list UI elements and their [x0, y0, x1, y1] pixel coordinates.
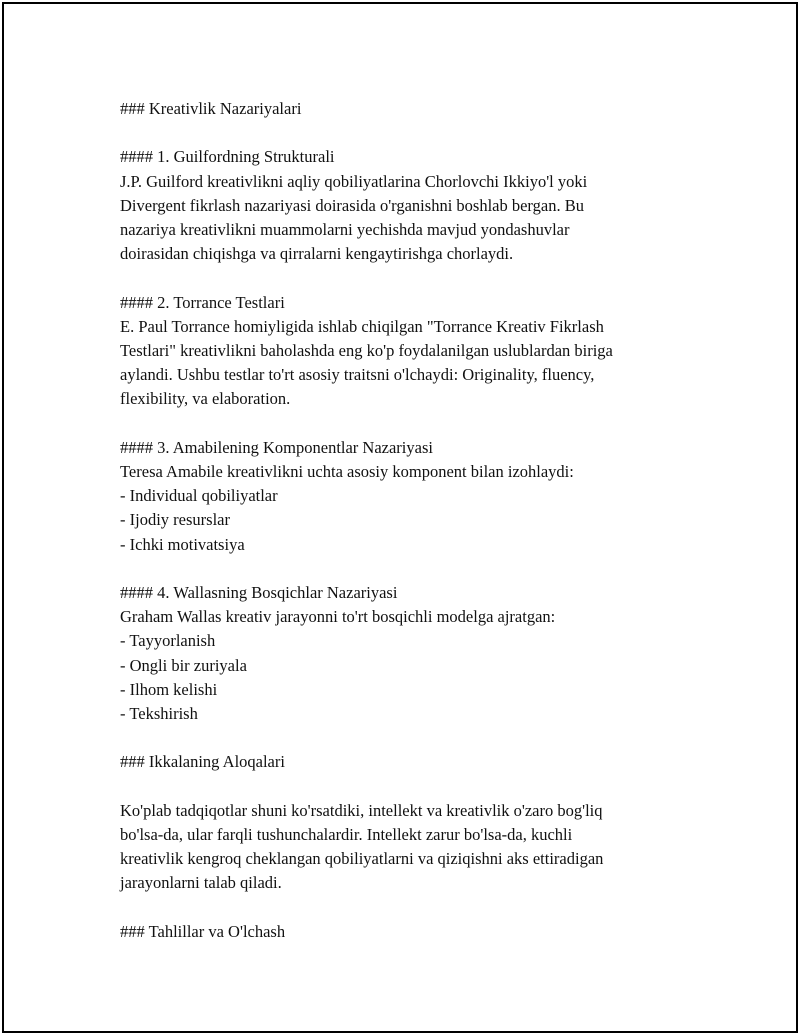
section-2-line-2: Testlari" kreativlikni baholashda eng ko'p foydalanilgan uslublardan biriga: [120, 341, 613, 360]
relations-line-3: kreativlik kengroq cheklangan qobiliyatlarni va qiziqishni aks ettiradigan: [120, 849, 604, 869]
blank-line: [120, 121, 700, 145]
section-heading-1: #### 1. Guilfordning Strukturali: [120, 147, 335, 167]
list-item: - Tayyorlanish: [120, 631, 216, 651]
section-1-line-1: J.P. Guilford kreativlikni aqliy qobiliyatlarina Chorlovchi Ikkiyo'l yoki: [120, 171, 588, 191]
relations-heading: ### Ikkalaning Aloqalari: [120, 752, 285, 772]
list-item: - Ilhom kelishi: [120, 679, 218, 699]
section-1-line-3: nazariya kreativlikni muammolarni yechishda mavjud yondashuvlar: [120, 220, 570, 239]
list-item: - Ongli bir zuriyala: [120, 655, 247, 675]
section-2-line-1: E. Paul Torrance homiyligida ishlab chiqilgan "Torrance Kreativ Fikrlash: [120, 316, 604, 336]
section-1-line-4: doirasidan chiqishga va qirralarni kengaytirishga chorlaydi.: [120, 244, 514, 264]
blank-line: [120, 726, 700, 750]
section-heading-2: #### 2. Torrance Testlari: [120, 292, 285, 312]
relations-line-4: jarayonlarni talab qiladi.: [120, 873, 282, 893]
section-2-line-4: flexibility, va elaboration.: [120, 389, 291, 409]
relations-line-2: bo'lsa-da, ular farqli tushunchalardir. Intellekt zarur bo'lsa-da, kuchli: [120, 825, 573, 844]
blank-line: [120, 557, 700, 581]
relations-line-1: Ko'plab tadqiqotlar shuni ko'rsatdiki, intellekt va kreativlik o'zaro bog'liq: [120, 800, 603, 820]
document-body: [120, 97, 700, 944]
blank-line: [120, 412, 700, 436]
section-4-line-1: Graham Wallas kreativ jarayonni to'rt bosqichli modelga ajratgan:: [120, 607, 556, 627]
blank-line: [120, 266, 700, 290]
list-item: - Tekshirish: [120, 704, 198, 724]
list-item: - Ijodiy resurslar: [120, 510, 230, 530]
blank-line: [120, 896, 700, 920]
section-3-line-1: Teresa Amabile kreativlikni uchta asosiy komponent bilan izohlaydi:: [120, 462, 574, 481]
section-heading-3: #### 3. Amabilening Komponentlar Nazariyasi: [120, 437, 433, 457]
section-2-line-3: aylandi. Ushbu testlar to'rt asosiy traitsni o'lchaydi: Originality, fluency,: [120, 365, 595, 385]
page-frame: [2, 2, 798, 1033]
section-heading-4: #### 4. Wallasning Bosqichlar Nazariyasi: [120, 583, 398, 602]
blank-line: [120, 775, 700, 799]
section-1-line-2: Divergent fikrlash nazariyasi doirasida o'rganishni boshlab bergan. Bu: [120, 195, 584, 215]
list-item: - Individual qobiliyatlar: [120, 486, 278, 506]
main-heading: ### Kreativlik Nazariyalari: [120, 99, 302, 118]
list-item: - Ichki motivatsiya: [120, 534, 245, 554]
analysis-heading: ### Tahlillar va O'lchash: [120, 921, 286, 941]
